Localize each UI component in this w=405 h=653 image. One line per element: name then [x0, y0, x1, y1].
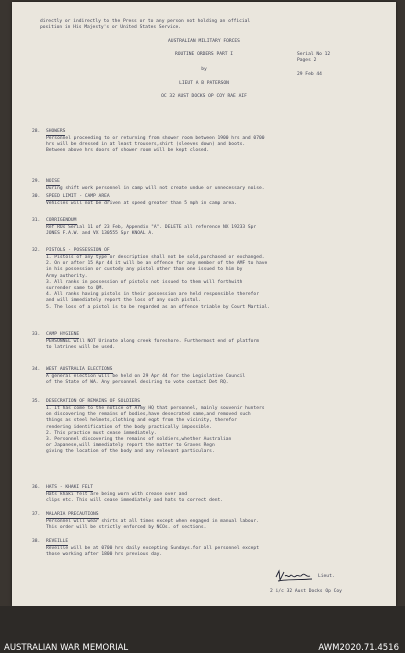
section-line: Ref ROs Serial 11 of 23 Feb, Appendix "A". DELETE all reference NX 19233 Spr — [46, 225, 257, 230]
handwritten-signature — [274, 568, 320, 584]
section-line: clips etc. This will cease immediately and hats to correct dent. — [46, 498, 224, 504]
section-line: Reveille will be at 0700 hrs daily excepting Sundays.for all personnel except — [46, 546, 259, 551]
section-number: 31. — [32, 218, 41, 223]
section-title: SPEED LIMIT - CAMP AREA — [46, 194, 110, 199]
section-line: things as steel helmets,clothing and eqpt from the vicinity, therefor — [46, 418, 237, 424]
section-line: 2. This practice must cease immediately. — [46, 430, 157, 436]
section-line: and will immediately report the loss of any such pistol. — [46, 298, 201, 304]
section-line: A general election will be held on 29 Apr 44 for the Legislative Council — [46, 374, 246, 379]
section-line: of the State of WA. Any personnel desiring to vote contact Det RQ. — [46, 380, 229, 386]
section-line: This order will be strictly enforced by NCOs. of sections. — [46, 525, 207, 531]
section-number: 38. — [32, 539, 41, 544]
section-line: Between above hrs doors of shower room will be kept closed. — [46, 148, 210, 154]
section-line: Army authority. — [46, 273, 88, 279]
section-title: HATS - KHAKI FELT — [46, 485, 94, 490]
section-line: PERSONNEL will NOT Urinate along creek foreshore. Furthermost end of platform — [46, 339, 259, 344]
section-line: 4. All ranks having pistols in their possession are held responsible therefor — [46, 292, 259, 298]
order-date: 29 Feb 44 — [297, 72, 322, 77]
footer-source: AUSTRALIAN WAR MEMORIAL — [4, 643, 129, 653]
section-number: 32. — [32, 248, 41, 253]
page-count: Pages 2 — [297, 58, 317, 63]
signature-rank: Lieut. — [318, 574, 335, 579]
section-number: 34. — [32, 367, 41, 372]
author-name: LIEUT A B PATERSON — [179, 81, 229, 86]
section-title: NOISE — [46, 179, 60, 184]
section-number: 33. — [32, 332, 41, 337]
section-line: 3. Personnel discovering the remains of soldiers,whether Australian — [46, 437, 232, 442]
section-line: 1. Pistols of any type or description shall not be sold,purchased or exchanged. — [46, 255, 265, 260]
section-line: hrs will be dressed in at least trousers,shirt (sleeves down) and boots. — [46, 142, 246, 148]
section-title: MALARIA PRECAUTIONS — [46, 512, 99, 517]
footer-bar — [0, 606, 405, 653]
section-line: those working after 1800 hrs previous day. — [46, 552, 163, 558]
by-label: by — [201, 67, 207, 72]
force-heading: AUSTRALIAN MILITARY FORCES — [168, 39, 240, 44]
section-line: 1. It has come to the notice of Army HQ that personnel, mainly souvenir hunters — [46, 406, 265, 411]
section-title: SHOWERS — [46, 129, 66, 134]
section-line: Personnel proceeding to or returning from shower room between 1900 hrs and 0700 — [46, 136, 265, 141]
section-number: 28. — [32, 129, 41, 134]
section-line: 2. On or after 15 Apr 44 it will be an offence for any member of the AMF to have — [46, 261, 268, 267]
section-number: 36. — [32, 485, 41, 490]
signature-line: 2 i/c 32 Aust Docks Op Coy — [270, 589, 342, 594]
section-line: During shift work personnel in camp will not create undue or unnecessary noise. — [46, 186, 265, 191]
section-number: 30. — [32, 194, 41, 199]
section-line: in his possession or custody any pistol other than one issued to him by — [46, 267, 243, 273]
section-title: DESECRATION OF REMAINS OF SOLDIERS — [46, 399, 141, 404]
footer-accession: AWM2020.71.4516 — [318, 643, 399, 653]
document-page — [12, 2, 396, 606]
section-line: Vehicles will not be driven at speed greater than 5 mph in camp area. — [46, 201, 237, 206]
serial-number: Serial No 12 — [297, 52, 331, 57]
section-number: 35. — [32, 399, 41, 404]
section-line: 5. The loss of a pistol is to be regarded as an offence triable by Court Martial. — [46, 304, 271, 310]
section-number: 29. — [32, 179, 41, 184]
unit-name: OC 32 AUST DOCKS OP COY RAE AIF — [161, 94, 247, 99]
section-title: WEST AUSTRALIA ELECTIONS — [46, 367, 113, 372]
section-title: REVEILLE — [46, 539, 69, 544]
section-number: 37. — [32, 512, 41, 517]
intro-line-2: position in His Majesty's or United States Service. — [40, 25, 182, 30]
section-title: CORRIGENDUM — [46, 218, 77, 223]
section-line: surrender same to QM. — [46, 286, 105, 291]
section-line: giving the location of the body and any relevant particulars. — [46, 449, 215, 455]
section-line: rendering identification of the body practically impossible. — [46, 424, 212, 430]
section-line: JONES F.A.W. and VX 130555 Spr KNOAL A. — [46, 231, 154, 237]
section-title: CAMP HYGIENE — [46, 332, 80, 337]
section-title: PISTOLS - POSSESSION OF — [46, 248, 110, 253]
section-line: 3. All ranks in possession of pistols not issued to them will forthwith — [46, 279, 243, 285]
intro-line-1: directly or indirectly to the Press or to any person not holding an official — [40, 19, 251, 24]
section-line: Hats khaki felt are being worn with crease over and — [46, 492, 188, 497]
section-line: on discovering the remains of bodies,have desecrated same,and removed such — [46, 412, 251, 418]
section-line: to latrines will be used. — [46, 345, 116, 351]
section-line: or Japanese,will immediately report the matter to Graves Regn — [46, 443, 215, 449]
section-line: Personnel will wear shirts at all times except when engaged in manual labour. — [46, 519, 259, 524]
orders-title: ROUTINE ORDERS PART I — [174, 52, 234, 57]
